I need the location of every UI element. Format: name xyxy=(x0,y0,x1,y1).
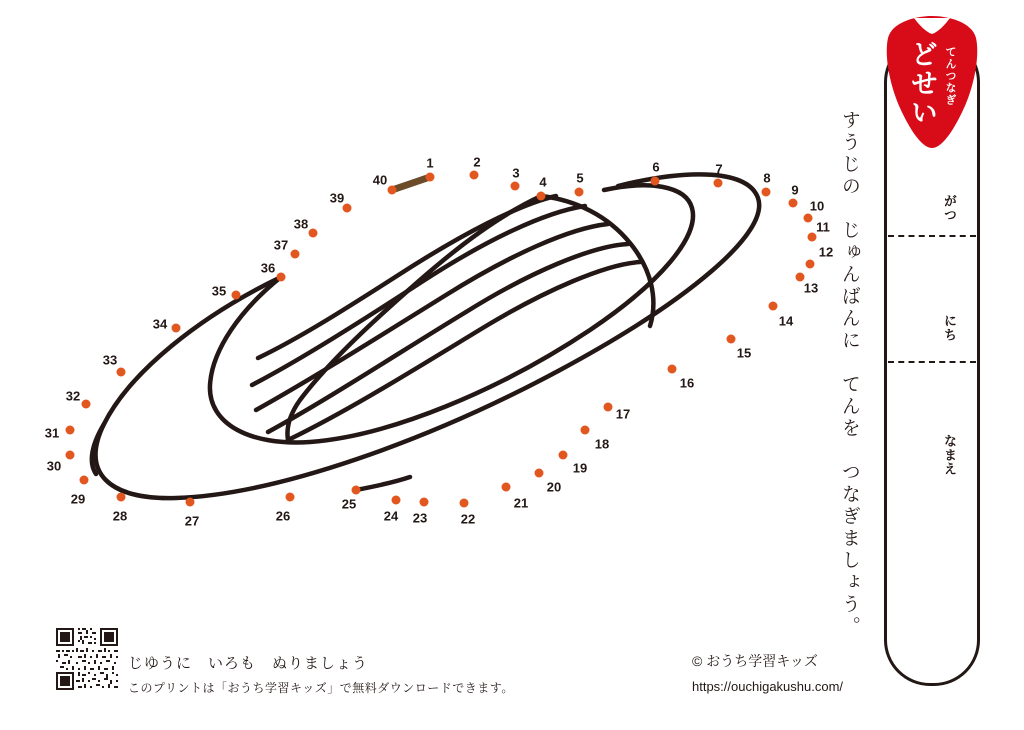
dot-point[interactable] xyxy=(186,498,195,507)
dot-number-label: 6 xyxy=(652,159,660,175)
dot-number-label: 21 xyxy=(513,495,529,511)
dot-number-label: 16 xyxy=(679,375,695,391)
dot-number-label: 39 xyxy=(329,190,345,206)
dot-number-label: 38 xyxy=(293,216,309,232)
dot-number-label: 13 xyxy=(803,280,819,296)
dot-number-label: 5 xyxy=(576,170,584,186)
dot-point[interactable] xyxy=(511,182,520,191)
qr-code-icon xyxy=(56,628,118,690)
badge-sub-text: てんつなぎ xyxy=(944,46,956,106)
dot-point[interactable] xyxy=(727,335,736,344)
dot-number-label: 11 xyxy=(816,219,830,235)
dot-number-label: 17 xyxy=(615,406,631,422)
dot-number-label: 29 xyxy=(70,491,86,507)
title-badge xyxy=(886,16,978,150)
dot-point[interactable] xyxy=(537,192,546,201)
dot-number-label: 22 xyxy=(460,511,476,527)
dot-number-label: 40 xyxy=(372,172,388,188)
dot-point[interactable] xyxy=(581,426,590,435)
dot-point[interactable] xyxy=(66,451,75,460)
dot-point[interactable] xyxy=(460,499,469,508)
badge-text-group xyxy=(886,16,978,150)
dot-point[interactable] xyxy=(575,188,584,197)
dot-point[interactable] xyxy=(470,171,479,180)
qr-code-svg xyxy=(56,628,118,690)
instruction-text: すうじの じゅんばんに てんを つなぎましょう。 xyxy=(838,110,860,638)
dot-point[interactable] xyxy=(277,273,286,282)
dot-point[interactable] xyxy=(309,229,318,238)
badge-main-text: どせい xyxy=(907,40,937,127)
dot-point[interactable] xyxy=(804,214,813,223)
dot-point[interactable] xyxy=(232,291,241,300)
dot-number-label: 12 xyxy=(818,244,834,260)
dot-number-label: 36 xyxy=(260,260,276,276)
panel-label-day: にち xyxy=(942,314,957,342)
name-date-panel xyxy=(884,16,984,688)
dot-point[interactable] xyxy=(714,179,723,188)
dot-number-label: 33 xyxy=(102,352,118,368)
dot-number-label: 37 xyxy=(273,237,289,253)
dot-point[interactable] xyxy=(426,173,435,182)
dot-point[interactable] xyxy=(806,260,815,269)
footer-download-note: このプリントは「おうち学習キッズ」で無料ダウンロードできます。 xyxy=(128,681,514,695)
dot-number-label: 7 xyxy=(715,161,723,177)
dot-point[interactable] xyxy=(559,451,568,460)
dot-point[interactable] xyxy=(668,365,677,374)
dot-point[interactable] xyxy=(769,302,778,311)
footer-url[interactable]: https://ouchigakushu.com/ xyxy=(692,679,844,694)
dot-number-label: 26 xyxy=(275,508,291,524)
dot-number-label: 14 xyxy=(778,313,794,329)
panel-label-month: がつ xyxy=(942,194,957,222)
dot-number-label: 28 xyxy=(112,508,128,524)
dot-number-label: 8 xyxy=(763,170,771,186)
dot-number-label: 18 xyxy=(594,436,610,452)
dot-point[interactable] xyxy=(535,469,544,478)
dot-point[interactable] xyxy=(762,188,771,197)
dot-point[interactable] xyxy=(789,199,798,208)
dot-point[interactable] xyxy=(80,476,89,485)
dot-number-label: 10 xyxy=(809,198,825,214)
dot-number-label: 25 xyxy=(341,496,357,512)
dot-point[interactable] xyxy=(420,498,429,507)
dot-number-label: 3 xyxy=(512,165,520,181)
dot-number-label: 2 xyxy=(473,154,481,170)
panel-divider-1 xyxy=(888,235,976,237)
dot-number-label: 15 xyxy=(736,345,752,361)
dot-number-label: 30 xyxy=(46,458,62,474)
dot-number-label: 34 xyxy=(152,316,168,332)
dot-number-label: 35 xyxy=(211,283,227,299)
dot-point[interactable] xyxy=(117,368,126,377)
footer-copyright: © おうち学習キッズ xyxy=(692,653,818,669)
dot-number-label: 20 xyxy=(546,479,562,495)
dot-number-label: 4 xyxy=(539,174,547,190)
dot-point[interactable] xyxy=(352,486,361,495)
dot-number-label: 19 xyxy=(572,460,588,476)
dot-number-label: 1 xyxy=(426,155,434,171)
dot-point[interactable] xyxy=(651,177,660,186)
dot-point[interactable] xyxy=(286,493,295,502)
dot-point[interactable] xyxy=(117,493,126,502)
dot-number-label: 9 xyxy=(791,182,799,198)
dot-point[interactable] xyxy=(502,483,511,492)
dot-point[interactable] xyxy=(388,186,397,195)
panel-divider-2 xyxy=(888,361,976,363)
dot-point[interactable] xyxy=(82,400,91,409)
dot-point[interactable] xyxy=(604,403,613,412)
dot-point[interactable] xyxy=(172,324,181,333)
dot-point[interactable] xyxy=(66,426,75,435)
panel-label-name: なまえ xyxy=(942,434,957,476)
dot-point[interactable] xyxy=(392,496,401,505)
dot-point[interactable] xyxy=(291,250,300,259)
dot-number-label: 31 xyxy=(44,425,60,441)
dot-number-label: 24 xyxy=(383,508,399,524)
footer-color-note: じゆうに いろも ぬりましょう xyxy=(128,655,369,672)
dot-number-label: 27 xyxy=(184,513,200,529)
dot-number-label: 32 xyxy=(65,388,81,404)
dot-number-label: 23 xyxy=(412,510,428,526)
